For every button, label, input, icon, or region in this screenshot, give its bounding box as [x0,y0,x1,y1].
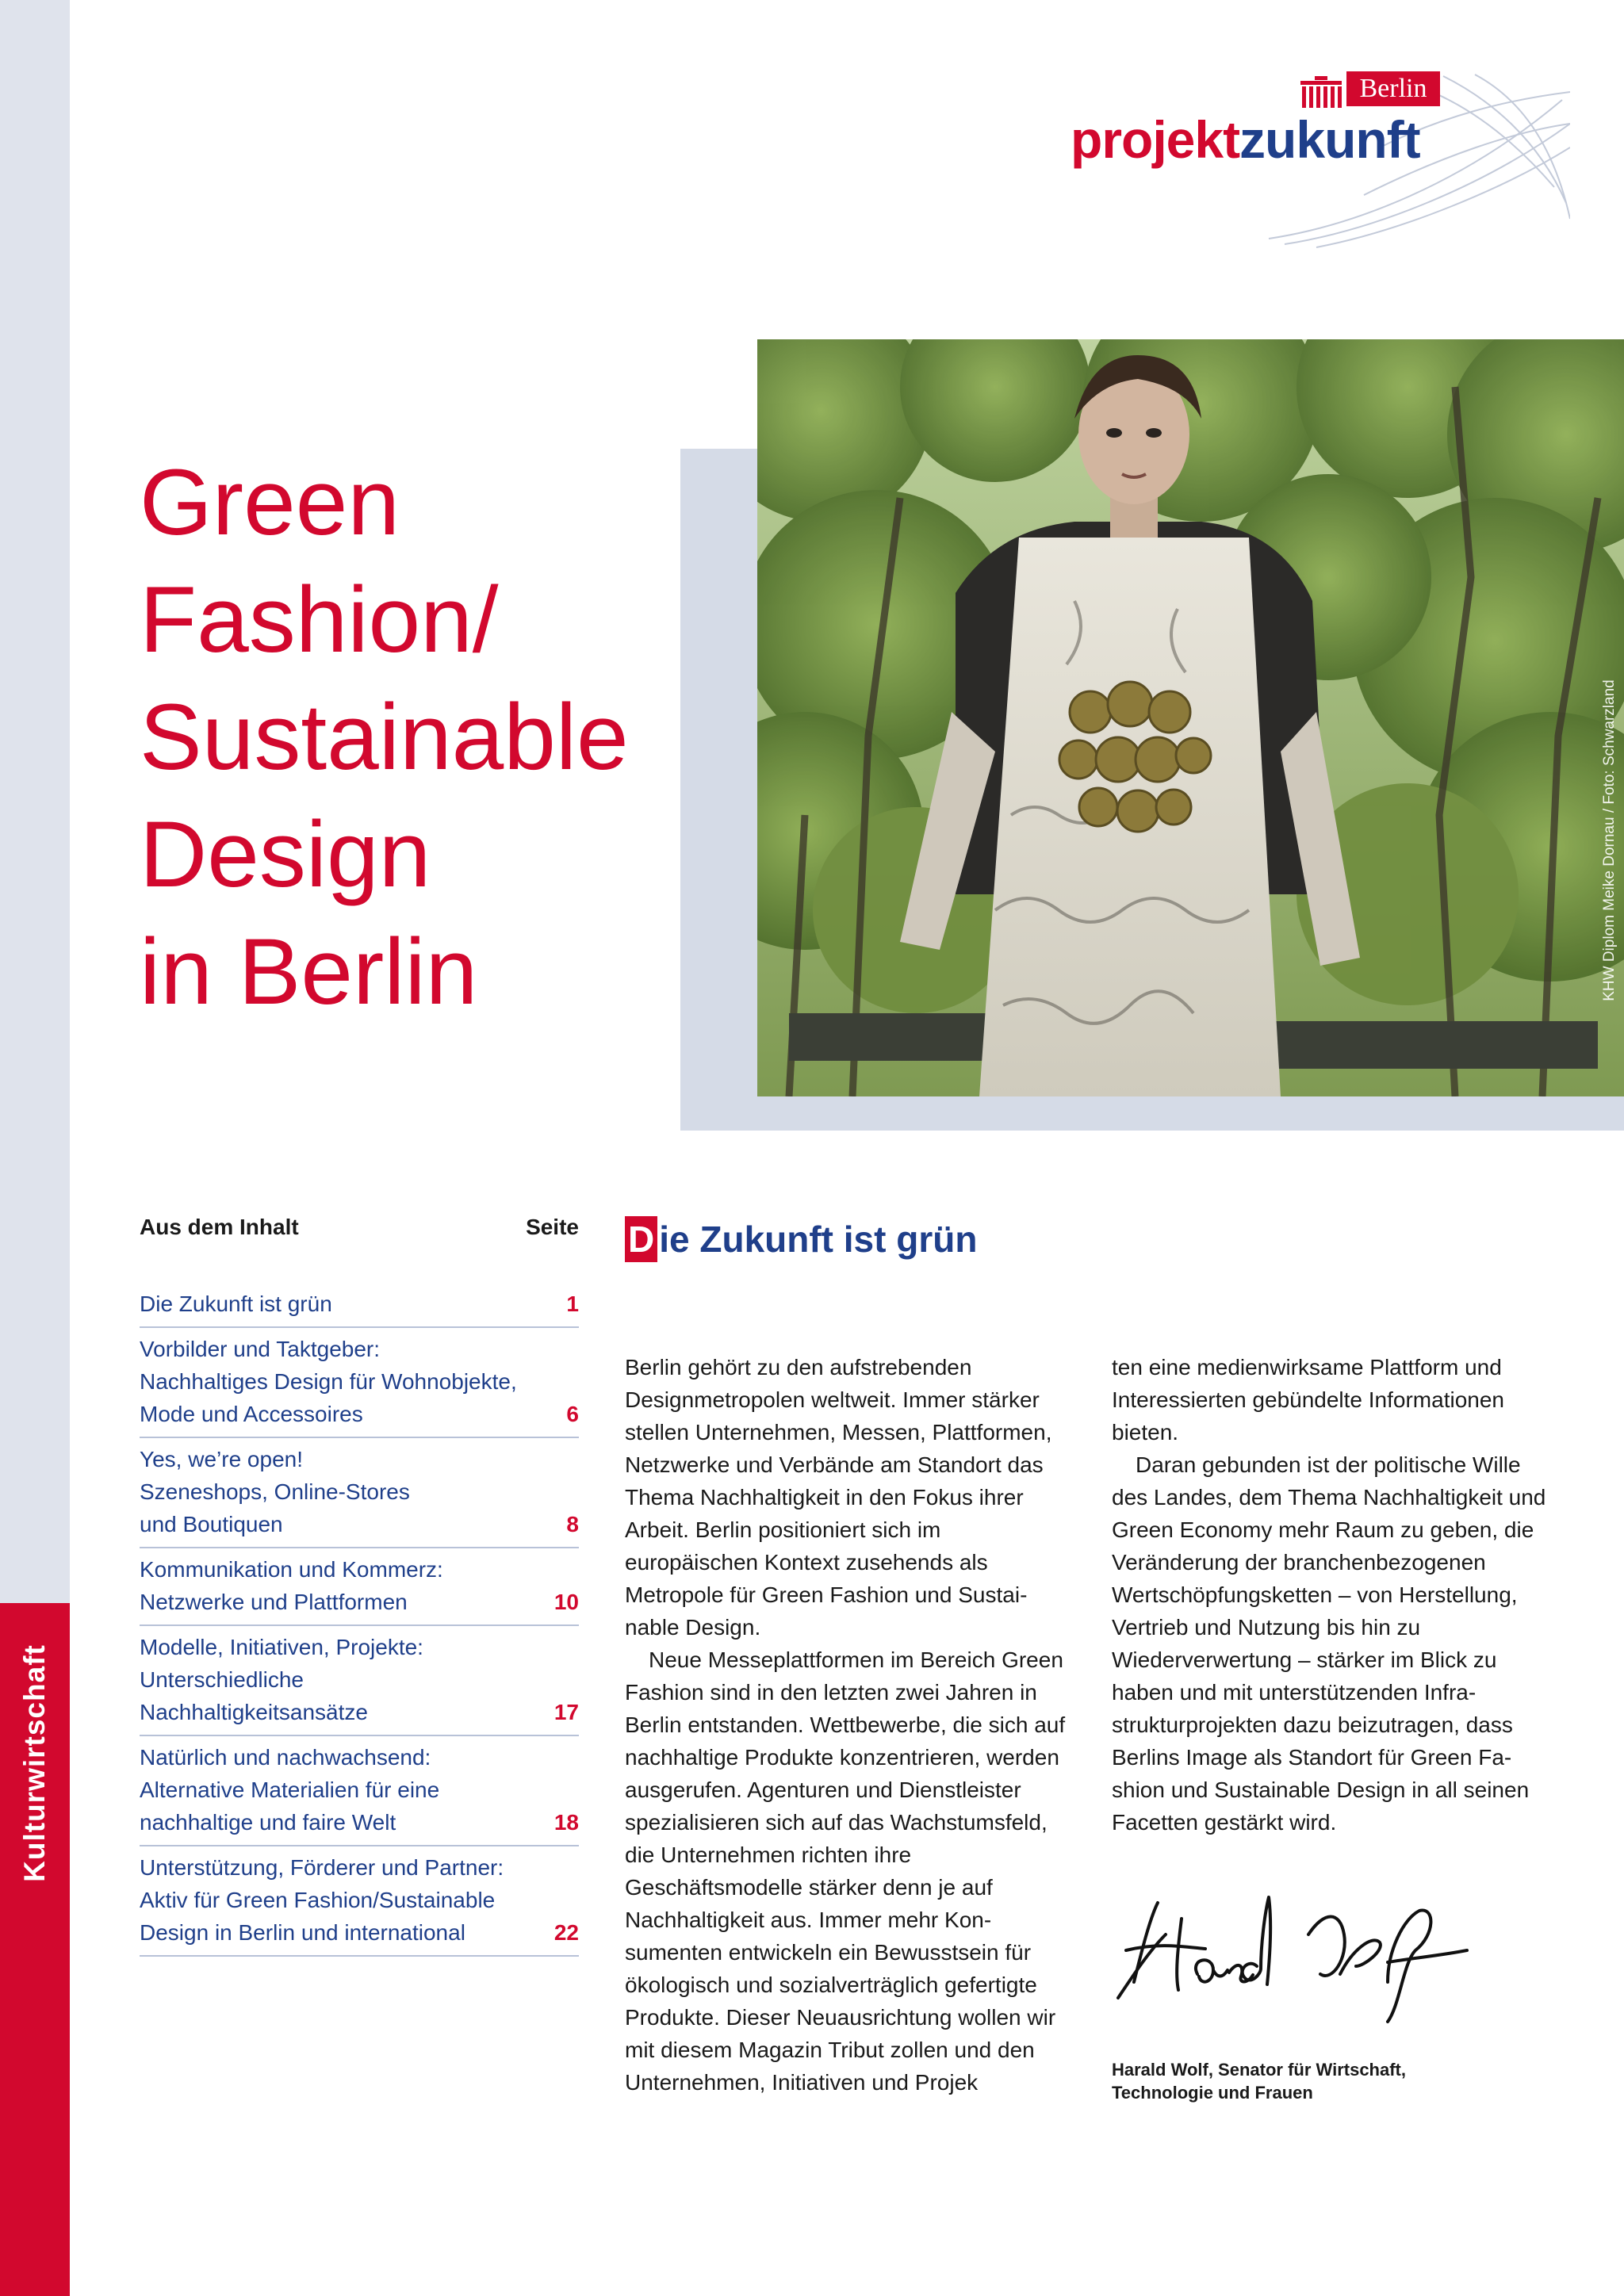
title-line: Sustainable [140,685,629,790]
toc-entry-page: 8 [566,1512,579,1536]
article-heading-text: ie Zukunft ist grün [659,1219,978,1260]
article-heading [625,1216,977,1262]
toc-list [140,1283,579,1957]
toc-entry[interactable] [140,1548,579,1626]
projektzukunft-logo [1063,68,1570,251]
toc-entry-title: Unterstützung, Förderer und Partner: Aktiv für Green Fashion/Sustainable Design in Berlin und international [140,1855,504,1945]
article-column-1 [625,1351,1069,2099]
fashion-photo [757,339,1624,1096]
signatory-line: Harald Wolf, Senator für Wirtschaft, [1112,2060,1406,2080]
brandenburg-gate-icon [1300,76,1342,108]
article-column-2 [1112,1351,1556,1839]
handwritten-signature [1102,1887,1491,2030]
table-of-contents [140,1215,579,1957]
toc-entry-title: Kommunikation und Kommerz: Netzwerke und Plattformen [140,1557,443,1614]
article-paragraph: Berlin gehört zu den aufstrebenden Designmetropolen weltweit. Immer stärker stellen Unternehmen, Messen, Plattformen, Netzwerke und Verbände am Standort das Thema Nachhaltigkeit in den Fokus ihrer Arbeit. Berlin positioniert sich im europäischen Kontext zusehends als Metropole für Green Fashion und Sustainable Design. [625,1355,1052,1640]
article-paragraph: ten eine medienwirksame Plattform und Interessierten gebündelte Informationen bieten. [1112,1355,1504,1445]
page-title [140,444,695,1031]
article-paragraph: Neue Messeplattformen im Bereich Green Fashion sind in den letzten zwei Jahren in Berlin entstanden. Wettbewerbe, die sich auf nachhaltige Produkte konzentrieren, werden ausgerufen. Agenturen und Dienstleister spezialisieren sich auf das Wachstumsfeld, die Unternehmen richten ihre Geschäftsmodelle stärker denn je auf Nachhaltigkeit aus. Immer mehr Konsumenten entwickeln ein Bewusstsein für ökologisch und sozialverträglich gefertigte Produkte. Dieser Neuausrichtung wollen wir mit diesem Magazin Tribut zollen und den Unternehmen, Initiativen und Projek [625,1647,1066,2095]
toc-entry-page: 10 [553,1590,579,1614]
toc-entry-title: Natürlich und nachwachsend: Alternative Materialien für eine nachhaltige und faire Welt [140,1745,440,1835]
signatory [1112,2058,1406,2104]
toc-entry[interactable] [140,1846,579,1957]
toc-entry-page: 17 [553,1700,579,1724]
toc-entry[interactable] [140,1328,579,1438]
toc-entry-page: 22 [553,1920,579,1945]
logo-berlin-badge: Berlin [1346,71,1440,106]
section-label: Kulturwirtschaft [18,1644,51,1882]
toc-header [140,1215,579,1249]
logo-word-part1: projekt [1071,110,1240,169]
forest-model-illustration [757,339,1624,1096]
toc-entry-title: Modelle, Initiativen, Projekte: Unterschiedliche Nachhaltigkeitsansätze [140,1635,423,1724]
toc-entry-title: Yes, we’re open! Szeneshops, Online-Stores und Boutiquen [140,1447,410,1536]
toc-entry-page: 6 [566,1402,579,1426]
logo-wordmark [1071,109,1420,170]
signatory-line: Technologie und Frauen [1112,2083,1313,2103]
title-line: in Berlin [140,920,478,1024]
toc-entry[interactable] [140,1438,579,1548]
toc-entry-page: 1 [566,1292,579,1316]
logo-word-part2: zukunft [1239,110,1420,169]
toc-heading: Aus dem Inhalt [140,1215,299,1239]
toc-entry[interactable] [140,1283,579,1328]
drop-cap: D [625,1216,657,1262]
title-line: Fashion/ [140,568,499,672]
title-line: Design [140,802,431,907]
article-paragraph: Daran gebunden ist der politische Wille des Landes, dem Thema Nachhaltigkeit und Green Economy mehr Raum zu geben, die Veränderung der branchenbezogenen Wertschöpfungsketten – von Herstellung, Vertrieb und Nutzung bis hin zu Wiederverwertung – stärker im Blick zu haben und mit unterstützenden Infrastrukturprojekten dazu beizutragen, dass Berlins Image als Standort für Green Fashion und Sustainable Design in all seinen Facetten gestärkt wird. [1112,1452,1546,1835]
title-line: Green [140,450,400,555]
toc-entry-page: 18 [553,1810,579,1835]
toc-entry[interactable] [140,1736,579,1846]
toc-entry[interactable] [140,1626,579,1736]
toc-page-heading: Seite [526,1215,579,1239]
toc-entry-title: Die Zukunft ist grün [140,1292,332,1316]
toc-entry-title: Vorbilder und Taktgeber: Nachhaltiges Design für Wohnobjekte, Mode und Accessoires [140,1337,517,1426]
photo-credit: KHW Diplom Meike Dornau / Foto: Schwarzland [1601,679,1618,1001]
